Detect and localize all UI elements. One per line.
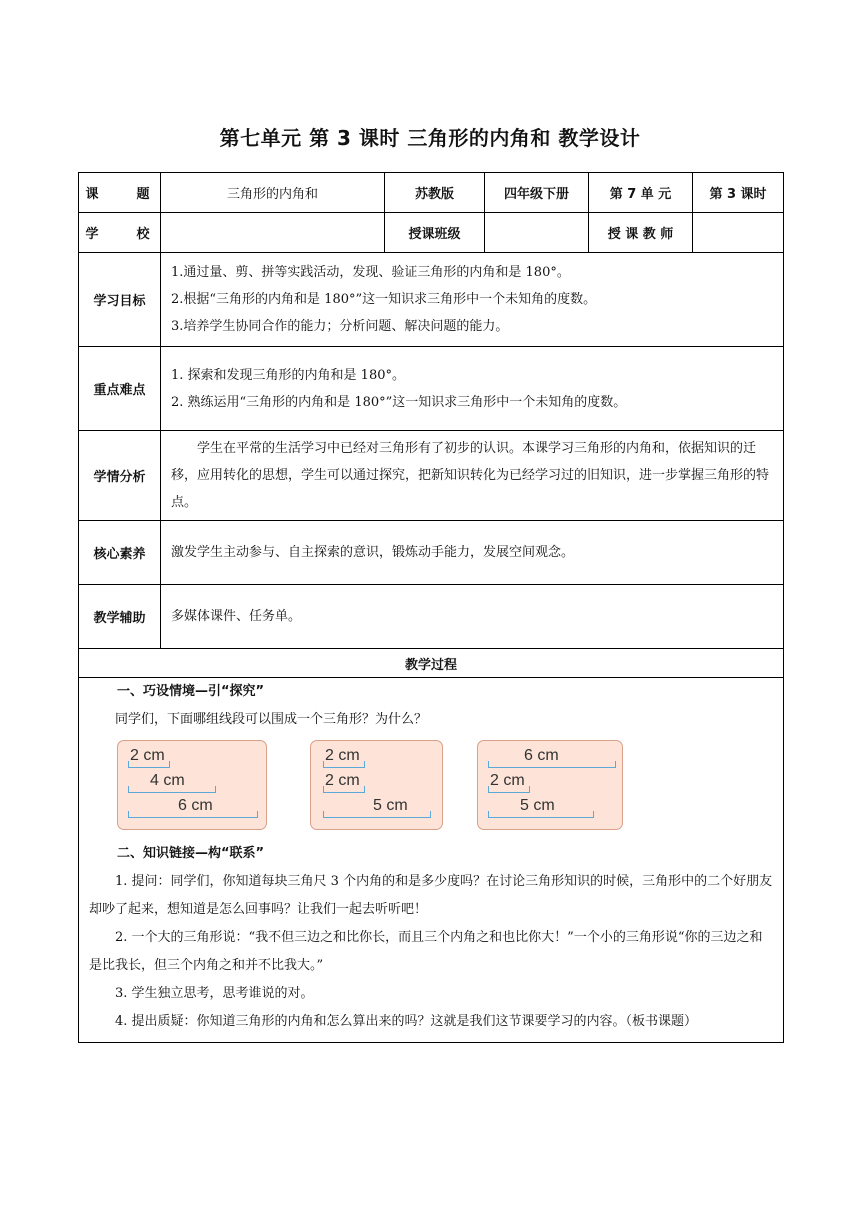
section-2-item: 1. 提问：同学们，你知道每块三角尺 3 个内角的和是多少度吗？在讨论三角形知识的时候，三角形中的二个好朋友却吵了起来，想知道是怎么回事吗？让我们一起去听听吧！ — [89, 874, 773, 917]
goal-item: 1.通过量、剪、拼等实践活动，发现、验证三角形的内角和是 180°。 — [171, 265, 570, 280]
segment-label: 5 cm — [373, 797, 408, 814]
process-body — [79, 678, 784, 1043]
page-title: 第七单元 第 3 课时 三角形的内角和 教学设计 — [219, 126, 641, 150]
segment-label: 2 cm — [325, 772, 360, 789]
segment-label: 2 cm — [490, 772, 525, 789]
segment-line — [323, 761, 365, 768]
core-content: 激发学生主动参与、自主探索的意识，锻炼动手能力，发展空间观念。 — [161, 521, 784, 585]
segment-line — [488, 761, 616, 768]
key-content — [161, 347, 784, 431]
teacher-label: 授 课 教 师 — [589, 213, 693, 253]
analysis-content — [161, 431, 784, 521]
section-2-item: 3. 学生独立思考，思考谁说的对。 — [115, 986, 314, 1001]
analysis-row — [79, 431, 784, 521]
analysis-label: 学情分析 — [79, 431, 161, 521]
goals-content — [161, 253, 784, 347]
aids-row — [79, 585, 784, 649]
info-row-2 — [79, 213, 784, 253]
segment-line — [128, 811, 258, 818]
segment-cards — [89, 734, 773, 840]
segment-label: 6 cm — [524, 747, 559, 764]
process-header-row — [79, 649, 784, 678]
goal-item: 2.根据“三角形的内角和是 180°”这一知识求三角形中一个未知角的度数。 — [171, 292, 597, 307]
key-row — [79, 347, 784, 431]
segment-line — [128, 761, 170, 768]
school-label: 学 校 — [79, 213, 161, 253]
goal-item: 3.培养学生协同合作的能力；分析问题、解决问题的能力。 — [171, 319, 509, 334]
grade-cell: 四年级下册 — [485, 173, 589, 213]
segment-label: 2 cm — [325, 747, 360, 764]
info-row-1 — [79, 173, 784, 213]
section-2-title: 二、知识链接—构“联系” — [117, 846, 265, 861]
segment-label: 6 cm — [178, 797, 213, 814]
topic-label: 课 题 — [79, 173, 161, 213]
lesson-cell: 第 3 课时 — [693, 173, 784, 213]
teacher-value — [693, 213, 784, 253]
segment-card-3 — [477, 740, 623, 830]
segment-line — [488, 786, 530, 793]
segment-label: 5 cm — [520, 797, 555, 814]
segment-card-1 — [117, 740, 267, 830]
key-item: 2. 熟练运用“三角形的内角和是 180°”这一知识求三角形中一个未知角的度数。 — [171, 394, 627, 410]
segment-label: 4 cm — [150, 772, 185, 789]
section-1-question: 同学们，下面哪组线段可以围成一个三角形？为什么？ — [115, 712, 428, 727]
section-2-item: 4. 提出质疑：你知道三角形的内角和怎么算出来的吗？这就是我们这节课要学习的内容。（板书课题） — [115, 1014, 698, 1029]
goals-label: 学习目标 — [79, 253, 161, 347]
unit-cell: 第 7 单 元 — [589, 173, 693, 213]
aids-content: 多媒体课件、任务单。 — [161, 585, 784, 649]
segment-line — [323, 786, 365, 793]
class-label: 授课班级 — [385, 213, 485, 253]
analysis-text: 学生在平常的生活学习中已经对三角形有了初步的认识。本课学习三角形的内角和，依据知识的迁移，应用转化的思想，学生可以通过探究，把新知识转化为已经学习过的旧知识，进一步掌握三角形的特点。 — [171, 441, 770, 510]
process-header: 教学过程 — [79, 649, 784, 678]
section-1-title: 一、巧设情境—引“探究” — [117, 684, 265, 699]
aids-label: 教学辅助 — [79, 585, 161, 649]
section-2-item: 2. 一个大的三角形说：“我不但三边之和比你长，而且三个内角之和也比你大！”一个小的三角形说“你的三边之和是比我长，但三个内角之和并不比我大。” — [89, 930, 763, 973]
segment-line — [488, 811, 594, 818]
process-body-row — [79, 678, 784, 1043]
publisher-cell: 苏教版 — [385, 173, 485, 213]
core-row — [79, 521, 784, 585]
class-value — [485, 213, 589, 253]
segment-line — [128, 786, 216, 793]
school-value — [161, 213, 385, 253]
segment-label: 2 cm — [130, 747, 165, 764]
topic-value: 三角形的内角和 — [161, 173, 385, 213]
segment-card-2 — [310, 740, 443, 830]
lesson-plan-table — [78, 172, 784, 1043]
goals-row — [79, 253, 784, 347]
segment-line — [323, 811, 431, 818]
core-label: 核心素养 — [79, 521, 161, 585]
key-item: 1. 探索和发现三角形的内角和是 180°。 — [171, 367, 405, 383]
key-label: 重点难点 — [79, 347, 161, 431]
